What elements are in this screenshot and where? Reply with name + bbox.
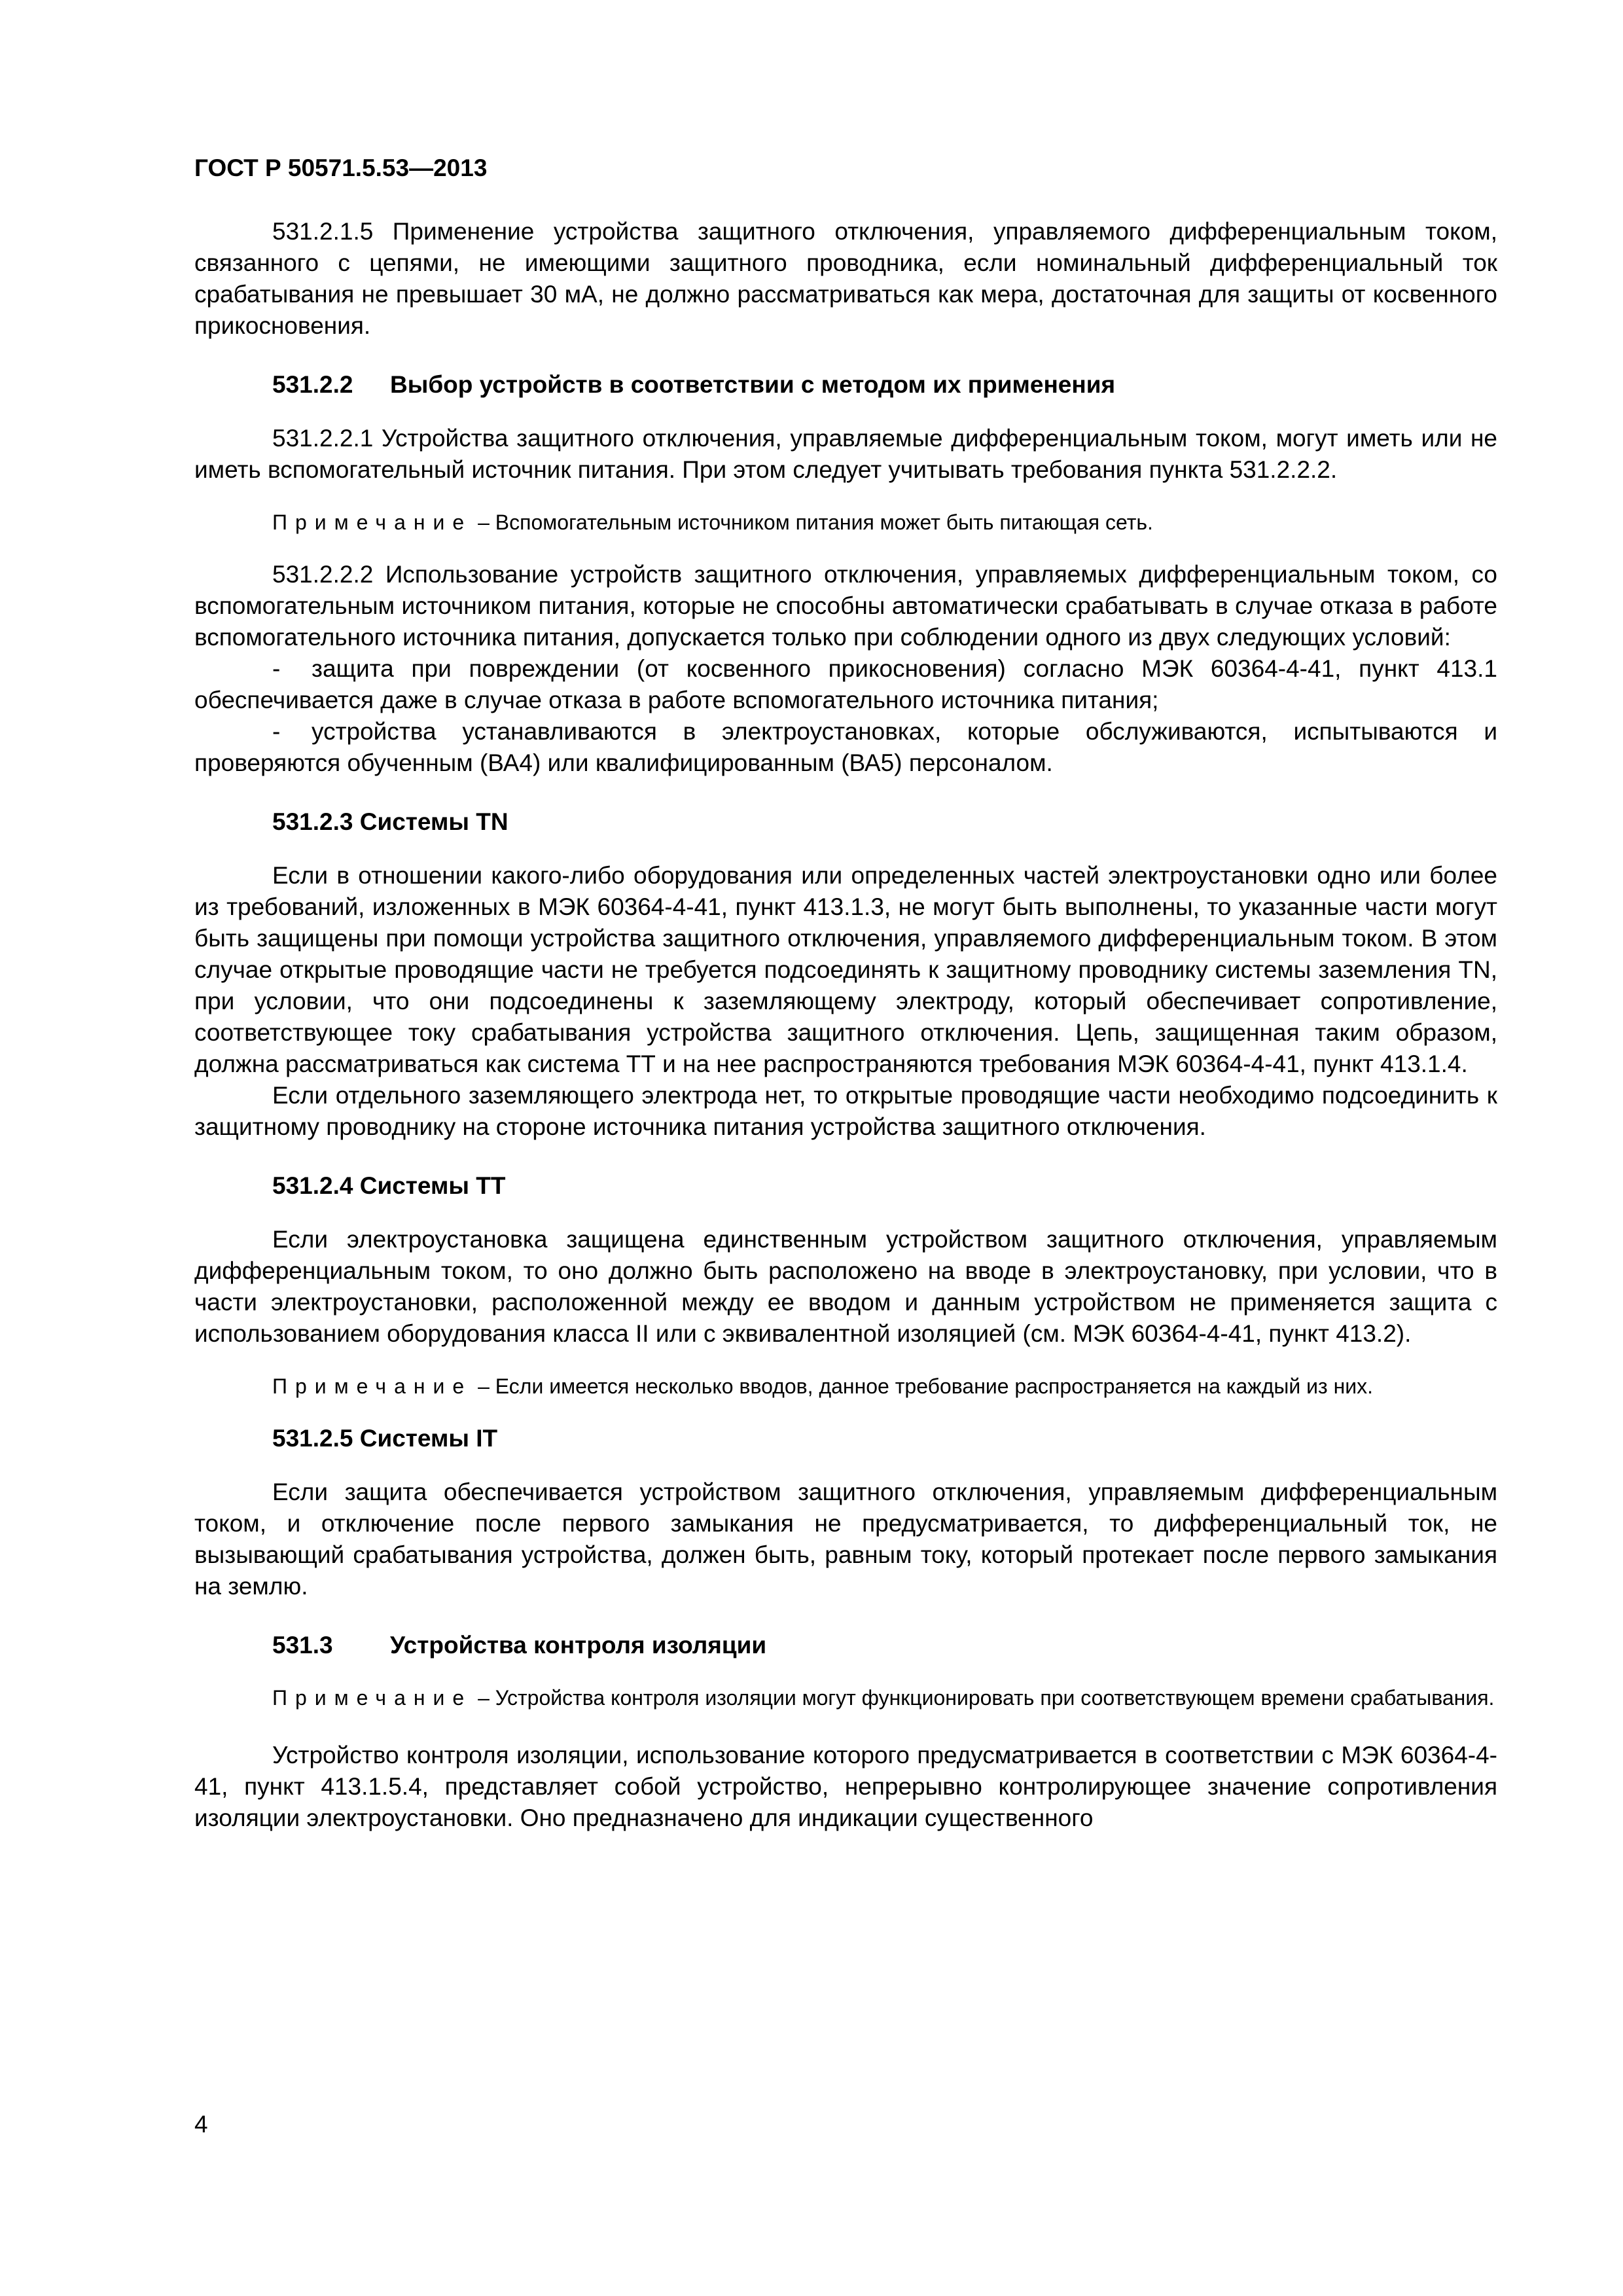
section-heading-531-3 bbox=[194, 1630, 1497, 1661]
paragraph-531-2-2-2: 531.2.2.2 Использование устройств защитного отключения, управляемых дифференциальным током, со вспомогательным источником питания, которые не способны автоматически срабатывать в случае отказа в работе вспомогательного источника питания, допускается только при соблюдении одного из двух следующих условий: bbox=[194, 561, 1497, 651]
note-label: Примечание bbox=[272, 1374, 473, 1398]
paragraph-531-2-2-1: 531.2.2.1 Устройства защитного отключения, управляемые дифференциальным током, могут иметь или не иметь вспомогательный источник питания. При этом следует учитывать требования пункта 531.2.2.2. bbox=[194, 425, 1497, 483]
paragraph-531-3: Устройство контроля изоляции, использование которого предусматривается в соответствии с МЭК 60364-4-41, пункт 413.1.5.4, представляет собой устройство, непрерывно контролирующее значение сопротивления изоляции электроустановки. Оно предназначено для индикации существенного bbox=[194, 1742, 1497, 1831]
list-dash: - bbox=[272, 655, 281, 682]
section-heading-531-2-2 bbox=[194, 369, 1497, 401]
note-label: Примечание bbox=[272, 1686, 473, 1710]
note-multiple-inputs bbox=[194, 1372, 1497, 1401]
paragraph-531-2-4: Если электроустановка защищена единственным устройством защитного отключения, управляемым дифференциальным током, то оно должно быть расположено на вводе в электроустановку, при условии, что в части электроустановки, расположенной между ее вводом и данным устройством не применяется защита с использованием оборудования класса II или с эквивалентной изоляцией (см. МЭК 60364-4-41, пункт 413.2). bbox=[194, 1226, 1497, 1347]
paragraph-531-2-5: Если защита обеспечивается устройством защитного отключения, управляемым дифференциальным током, и отключение после первого замыкания не предусматривается, то дифференциальный ток, не вызывающий срабатывания устройства, должен быть, равным току, который протекает после первого замыкания на землю. bbox=[194, 1479, 1497, 1600]
list-dash: - bbox=[272, 718, 281, 745]
paragraph-531-2-3-b: Если отдельного заземляющего электрода нет, то открытые проводящие части необходимо подсоединить к защитному проводнику на стороне источника питания устройства защитного отключения. bbox=[194, 1082, 1497, 1140]
document-body bbox=[194, 216, 1497, 1834]
note-text: – Вспомогательным источником питания может быть питающая сеть. bbox=[478, 511, 1153, 534]
section-heading-531-2-3: 531.2.3 Системы TN bbox=[272, 808, 508, 835]
section-number: 531.2.2 bbox=[272, 371, 353, 398]
note-text: – Устройства контроля изоляции могут функционировать при соответствующем времени срабатывания. bbox=[478, 1686, 1495, 1710]
section-title: Выбор устройств в соответствии с методом их применения bbox=[390, 371, 1116, 398]
section-heading-531-2-5: 531.2.5 Системы IT bbox=[272, 1425, 498, 1452]
list-item bbox=[194, 653, 1497, 716]
note-insulation-monitoring bbox=[194, 1683, 1497, 1712]
section-number: 531.3 bbox=[272, 1632, 333, 1659]
paragraph-531-2-3-a: Если в отношении какого-либо оборудования или определенных частей электроустановки одно или более из требований, изложенных в МЭК 60364-4-41, пункт 413.1.3, не могут быть выполнены, то указанные части могут быть защищены при помощи устройства защитного отключения, управляемого дифференциальным током. В этом случае открытые проводящие части не требуется подсоединять к защитному проводнику системы заземления TN, при условии, что они подсоединены к заземляющему электроду, который обеспечивает сопротивление, соответствующее току срабатывания устройства защитного отключения. Цепь, защищенная таким образом, должна рассматриваться как система ТТ и на нее распространяются требования МЭК 60364-4-41, пункт 413.1.4. bbox=[194, 862, 1497, 1077]
list-item bbox=[194, 716, 1497, 779]
list-item-text: защита при повреждении (от косвенного прикосновения) согласно МЭК 60364-4-41, пункт 413.1 обеспечивается даже в случае отказа в работе вспомогательного источника питания; bbox=[194, 655, 1497, 713]
note-text: – Если имеется несколько вводов, данное требование распространяется на каждый из них. bbox=[478, 1374, 1374, 1398]
note-auxiliary-supply bbox=[194, 508, 1497, 537]
page-number: 4 bbox=[194, 2111, 208, 2138]
paragraph-531-2-1-5: 531.2.1.5 Применение устройства защитного отключения, управляемого дифференциальным током, связанного с цепями, не имеющими защитного проводника, если номинальный дифференциальный ток срабатывания не превышает 30 мА, не должно рассматриваться как мера, достаточная для защиты от косвенного прикосновения. bbox=[194, 218, 1497, 339]
section-title: Устройства контроля изоляции bbox=[390, 1632, 767, 1659]
list-item-text: устройства устанавливаются в электроустановках, которые обслуживаются, испытываются и проверяются обученным (ВА4) или квалифицированным (ВА5) персоналом. bbox=[194, 718, 1497, 776]
document-id-header: ГОСТ Р 50571.5.53—2013 bbox=[194, 154, 488, 181]
section-heading-531-2-4: 531.2.4 Системы ТТ bbox=[272, 1172, 506, 1199]
note-label: Примечание bbox=[272, 511, 473, 534]
